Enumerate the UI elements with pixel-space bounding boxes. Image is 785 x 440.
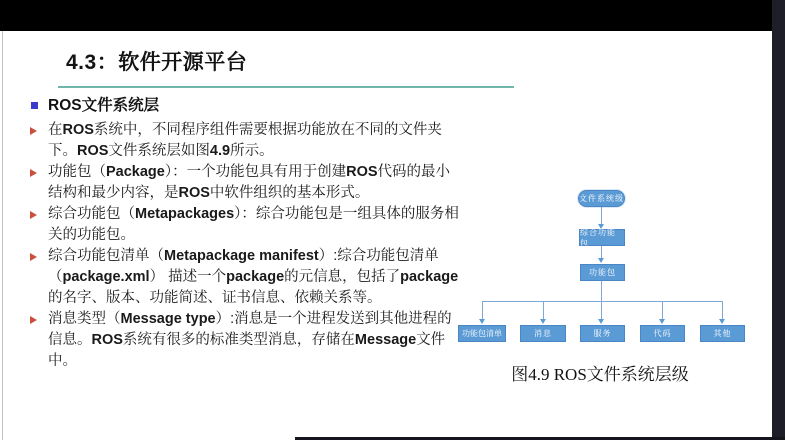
bullet-item bbox=[0, 309, 470, 372]
diagram-node-leaf: 功能包清单 bbox=[458, 325, 506, 342]
bullet-text: 消息类型（Message type）:消息是一个进程发送到其他进程的信息。ROS系统有很多的标准类型消息，存储在Message文件中。 bbox=[48, 311, 452, 369]
connector-line bbox=[601, 207, 602, 224]
arrow-bullet-icon bbox=[30, 169, 37, 177]
connector-line bbox=[722, 301, 723, 319]
arrowhead-icon bbox=[479, 319, 485, 324]
diagram-node-level2: 综合功能包 bbox=[579, 229, 625, 246]
bullet-item bbox=[0, 204, 470, 246]
bullet-text: 综合功能包清单（Metapackage manifest）:综合功能包清单（package.xml） 描述一个package的元信息，包括了package的名字、版本、功能简述、证书信息、依赖关系等。 bbox=[48, 248, 459, 306]
slide-title: 4.3：软件开源平台 bbox=[66, 51, 248, 74]
diagram-node-leaf: 其他 bbox=[700, 325, 745, 342]
arrowhead-icon bbox=[659, 319, 665, 324]
connector-line bbox=[601, 246, 602, 258]
bullet-item bbox=[0, 120, 470, 162]
bullet-text: 综合功能包（Metapackages）：综合功能包是一组具体的服务相关的功能包。 bbox=[48, 206, 459, 243]
bullet-item bbox=[0, 162, 470, 204]
diagram-node-leaf: 代码 bbox=[640, 325, 685, 342]
text-column bbox=[0, 94, 470, 372]
bullet-item bbox=[0, 246, 470, 309]
connector-line bbox=[601, 301, 602, 319]
arrow-bullet-icon bbox=[30, 127, 37, 135]
diagram-node-root: 文件系统级 bbox=[578, 190, 625, 207]
bullet-text: 在ROS系统中，不同程序组件需要根据功能放在不同的文件夹下。ROS文件系统层如图4.9所示。 bbox=[48, 122, 442, 159]
arrow-bullet-icon bbox=[30, 211, 37, 219]
arrow-bullet-icon bbox=[30, 253, 37, 261]
diagram-node-level3: 功能包 bbox=[580, 264, 625, 281]
connector-line bbox=[482, 301, 723, 302]
connector-line bbox=[601, 281, 602, 301]
title-underline bbox=[58, 86, 514, 88]
square-bullet-icon bbox=[31, 102, 38, 109]
arrowhead-icon bbox=[598, 258, 604, 263]
arrowhead-icon bbox=[719, 319, 725, 324]
connector-line bbox=[482, 301, 483, 319]
diagram-node-leaf: 消息 bbox=[520, 325, 566, 342]
arrowhead-icon bbox=[598, 224, 604, 229]
connector-line bbox=[662, 301, 663, 319]
figure-caption: 图4.9 ROS文件系统层级 bbox=[511, 365, 689, 384]
top-black-bar bbox=[0, 0, 785, 31]
bullet-text: 功能包（Package）：一个功能包具有用于创建ROS代码的最小结构和最少内容，是ROS中软件组织的基本形式。 bbox=[48, 164, 451, 201]
right-dark-strip bbox=[772, 0, 785, 440]
connector-line bbox=[543, 301, 544, 319]
section-heading-label: ROS文件系统层 bbox=[48, 97, 160, 114]
diagram-node-leaf: 服务 bbox=[580, 325, 625, 342]
arrowhead-icon bbox=[540, 319, 546, 324]
arrow-bullet-icon bbox=[30, 316, 37, 324]
arrowhead-icon bbox=[598, 319, 604, 324]
section-heading bbox=[0, 94, 470, 118]
